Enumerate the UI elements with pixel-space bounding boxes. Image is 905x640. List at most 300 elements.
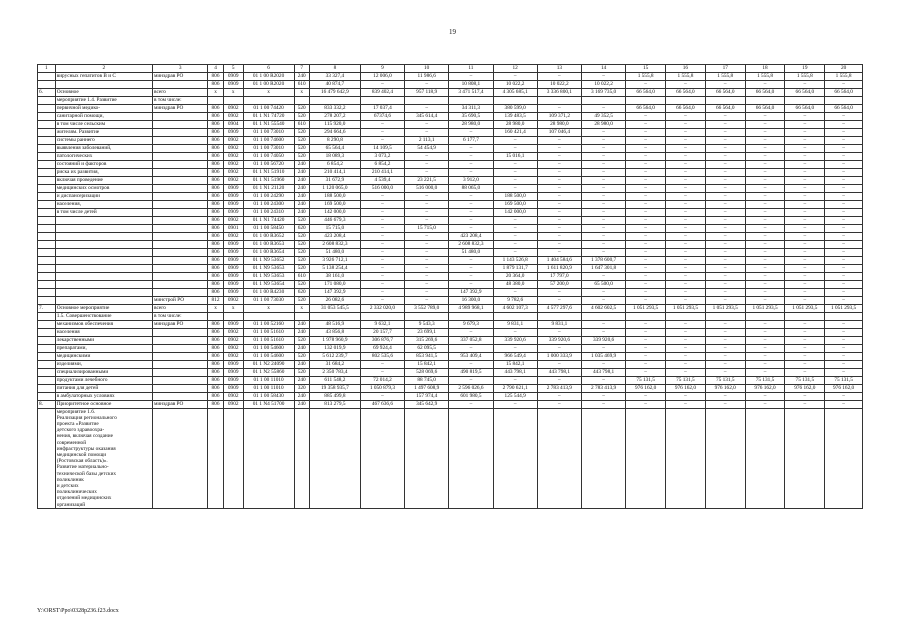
amount-cell: – — [705, 176, 745, 184]
budget-code: 0909 — [223, 248, 243, 256]
amount-cell: – — [405, 256, 449, 264]
empty-cell — [153, 408, 208, 508]
amount-cell: – — [666, 272, 706, 280]
amount-cell: 1 051 293,5 — [666, 304, 706, 312]
amount-cell — [666, 312, 706, 320]
amount-cell: 976 162,0 — [666, 384, 706, 392]
amount-cell: 188 500,0 — [309, 192, 360, 200]
amount-cell: – — [825, 400, 863, 408]
amount-cell: – — [360, 208, 404, 216]
measure-name: выявления заболеваний, — [55, 144, 152, 152]
amount-cell: – — [705, 280, 745, 288]
executor — [153, 264, 208, 272]
budget-code: 01 1 00 R4230 — [243, 288, 294, 296]
measure-name: медицинских осмотров — [55, 184, 152, 192]
amount-cell: – — [825, 200, 863, 208]
amount-cell: – — [582, 288, 626, 296]
amount-cell: – — [785, 328, 825, 336]
table-row — [38, 104, 863, 112]
item-number — [38, 328, 56, 336]
amount-cell: – — [745, 352, 785, 360]
budget-code: 806 — [208, 360, 223, 368]
executor — [153, 160, 208, 168]
executor — [153, 80, 208, 88]
amount-cell: – — [626, 128, 666, 136]
empty-cell — [243, 408, 294, 508]
amount-cell: 33 327,4 — [309, 72, 360, 80]
amount-cell: – — [825, 184, 863, 192]
budget-code: 806 — [208, 144, 223, 152]
description-line: отделений медицинских — [56, 495, 112, 502]
amount-cell: – — [666, 232, 706, 240]
table-row — [38, 336, 863, 344]
amount-cell: – — [582, 296, 626, 304]
amount-cell: – — [626, 200, 666, 208]
amount-cell: – — [626, 320, 666, 328]
amount-cell: – — [705, 400, 745, 408]
amount-cell: – — [537, 208, 581, 216]
budget-code: 620 — [294, 288, 309, 296]
column-number: 3 — [153, 65, 208, 73]
budget-code: 520 — [294, 240, 309, 248]
amount-cell: 171 080,0 — [309, 280, 360, 288]
measure-name — [55, 264, 152, 272]
amount-cell: – — [705, 152, 745, 160]
amount-cell: 15 715,0 — [309, 224, 360, 232]
item-number — [38, 376, 56, 384]
amount-cell: 142 000,0 — [309, 208, 360, 216]
budget-code: 806 — [208, 392, 223, 400]
amount-cell: – — [449, 280, 493, 288]
amount-cell: 34 311,3 — [449, 104, 493, 112]
amount-cell: 66 564,0 — [745, 88, 785, 96]
amount-cell: – — [493, 240, 537, 248]
executor: минздрав РО — [153, 320, 208, 328]
amount-cell: 3 073,2 — [360, 152, 404, 160]
amount-cell: – — [666, 392, 706, 400]
table-row — [38, 312, 863, 320]
empty-cell — [309, 408, 360, 508]
amount-cell: – — [705, 320, 745, 328]
amount-cell: – — [825, 136, 863, 144]
amount-cell: 1 143 526,8 — [493, 256, 537, 264]
budget-code: 520 — [294, 248, 309, 256]
column-number-row — [38, 65, 863, 73]
amount-cell: – — [537, 296, 581, 304]
budget-code: 806 — [208, 72, 223, 80]
amount-cell: – — [449, 72, 493, 80]
table-row — [38, 320, 863, 328]
amount-cell: 169 500,0 — [493, 200, 537, 208]
amount-cell: – — [493, 400, 537, 408]
executor — [153, 200, 208, 208]
amount-cell: – — [745, 248, 785, 256]
description-line: инфраструктуры оказания — [56, 445, 116, 452]
table-row — [38, 208, 863, 216]
budget-code: 806 — [208, 168, 223, 176]
item-number — [38, 256, 56, 264]
executor — [153, 328, 208, 336]
item-number — [38, 104, 56, 112]
amount-cell: 10 022,2 — [582, 80, 626, 88]
budget-code: 01 1 N1 21120 — [243, 184, 294, 192]
amount-cell: – — [825, 232, 863, 240]
amount-cell: – — [745, 320, 785, 328]
budget-code: 806 — [208, 192, 223, 200]
amount-cell: 31 672,9 — [309, 176, 360, 184]
amount-cell: 66 564,0 — [745, 104, 785, 112]
amount-cell: 443 798,1 — [582, 368, 626, 376]
amount-cell: 446 679,3 — [309, 216, 360, 224]
amount-cell: – — [626, 248, 666, 256]
amount-cell: – — [537, 240, 581, 248]
amount-cell: 306 876,7 — [360, 336, 404, 344]
amount-cell: 1 035 469,9 — [582, 352, 626, 360]
amount-cell: – — [825, 256, 863, 264]
amount-cell: 132 019,9 — [309, 344, 360, 352]
amount-cell: 1 051 293,5 — [626, 304, 666, 312]
amount-cell: – — [825, 296, 863, 304]
budget-code: 806 — [208, 344, 223, 352]
amount-cell: – — [626, 176, 666, 184]
item-number — [38, 208, 56, 216]
amount-cell: – — [449, 144, 493, 152]
budget-code: 806 — [208, 272, 223, 280]
measure-name — [55, 224, 152, 232]
executor: всего — [153, 304, 208, 312]
amount-cell: – — [705, 288, 745, 296]
executor — [153, 272, 208, 280]
empty-cell — [208, 408, 223, 508]
amount-cell: 957 118,9 — [405, 88, 449, 96]
amount-cell: – — [626, 288, 666, 296]
amount-cell: – — [785, 184, 825, 192]
amount-cell: – — [449, 208, 493, 216]
item-number — [38, 216, 56, 224]
amount-cell: 5 138 254,4 — [309, 264, 360, 272]
amount-cell: 516 000,0 — [405, 184, 449, 192]
budget-code: 240 — [294, 168, 309, 176]
amount-cell: – — [825, 368, 863, 376]
amount-cell — [493, 312, 537, 320]
amount-cell: – — [745, 392, 785, 400]
amount-cell: 10 022,2 — [493, 80, 537, 88]
amount-cell: – — [666, 160, 706, 168]
column-number: 5 — [223, 65, 243, 73]
amount-cell: – — [405, 248, 449, 256]
budget-code: 01 1 00 24300 — [243, 200, 294, 208]
amount-cell: – — [785, 272, 825, 280]
executor — [153, 152, 208, 160]
amount-cell — [582, 312, 626, 320]
executor — [153, 336, 208, 344]
table-row — [38, 264, 863, 272]
amount-cell — [582, 96, 626, 104]
executor: минстрой РО — [153, 296, 208, 304]
amount-cell: – — [360, 232, 404, 240]
amount-cell: 611 548,2 — [309, 376, 360, 384]
amount-cell: – — [493, 216, 537, 224]
budget-code: 620 — [294, 224, 309, 232]
measure-name — [55, 232, 152, 240]
amount-cell: – — [582, 136, 626, 144]
amount-cell: – — [405, 272, 449, 280]
amount-cell: – — [666, 360, 706, 368]
budget-code: 01 1 00 74420 — [243, 104, 294, 112]
amount-cell: 107 046,4 — [537, 128, 581, 136]
amount-cell: – — [785, 392, 825, 400]
budget-code: 01 1 00 R3653 — [243, 240, 294, 248]
budget-code: 240 — [294, 392, 309, 400]
budget-code — [223, 312, 243, 320]
budget-code: 240 — [294, 176, 309, 184]
table-row — [38, 216, 863, 224]
amount-cell: – — [745, 176, 785, 184]
measure-name: специализированными — [55, 368, 152, 376]
amount-cell: – — [360, 128, 404, 136]
budget-code: 520 — [294, 296, 309, 304]
amount-cell: – — [666, 352, 706, 360]
amount-cell: – — [785, 400, 825, 408]
amount-cell: – — [626, 208, 666, 216]
amount-cell: 15 016,1 — [493, 152, 537, 160]
amount-cell: – — [582, 72, 626, 80]
amount-cell: – — [493, 376, 537, 384]
measure-name: препаратами, — [55, 344, 152, 352]
amount-cell: – — [582, 248, 626, 256]
budget-code: 240 — [294, 192, 309, 200]
item-number — [38, 160, 56, 168]
amount-cell: – — [626, 264, 666, 272]
amount-cell: 65 500,0 — [582, 280, 626, 288]
budget-code: 806 — [208, 240, 223, 248]
amount-cell: 160 421,4 — [493, 128, 537, 136]
amount-cell: 1 378 600,7 — [582, 256, 626, 264]
table-row — [38, 376, 863, 384]
executor — [153, 392, 208, 400]
executor — [153, 280, 208, 288]
empty-cell — [626, 408, 666, 508]
amount-cell: 9 831,1 — [493, 320, 537, 328]
amount-cell: – — [449, 344, 493, 352]
amount-cell: 66 564,0 — [825, 104, 863, 112]
executor: минздрав РО — [153, 104, 208, 112]
budget-code: 01 1 N2 24090 — [243, 360, 294, 368]
amount-cell: – — [705, 328, 745, 336]
amount-cell: 75 131,5 — [626, 376, 666, 384]
budget-code: 520 — [294, 256, 309, 264]
budget-code: 0902 — [223, 152, 243, 160]
amount-cell: – — [582, 144, 626, 152]
amount-cell: – — [493, 232, 537, 240]
amount-cell: 2 608 832,3 — [309, 240, 360, 248]
table-row — [38, 200, 863, 208]
amount-cell: 43 856,8 — [309, 328, 360, 336]
amount-cell: – — [666, 216, 706, 224]
table-row — [38, 112, 863, 120]
amount-cell: – — [825, 160, 863, 168]
amount-cell: 142 000,0 — [493, 208, 537, 216]
budget-code: 520 — [294, 336, 309, 344]
amount-cell: – — [705, 168, 745, 176]
empty-cell — [705, 408, 745, 508]
amount-cell: – — [705, 240, 745, 248]
budget-code: 01 1 N1 74420 — [243, 216, 294, 224]
item-number — [38, 392, 56, 400]
amount-cell: – — [626, 296, 666, 304]
amount-cell: – — [666, 144, 706, 152]
budget-code: 520 — [294, 216, 309, 224]
column-number: 8 — [309, 65, 360, 73]
measure-name: в том числе сельским — [55, 120, 152, 128]
amount-cell — [493, 96, 537, 104]
table-row — [38, 280, 863, 288]
table-row — [38, 392, 863, 400]
item-number — [38, 96, 56, 104]
item-number — [38, 176, 56, 184]
amount-cell: 69 924,4 — [360, 344, 404, 352]
amount-cell: – — [705, 336, 745, 344]
amount-cell: 2 332 020,0 — [360, 304, 404, 312]
description-line: Реализация регионального — [56, 414, 117, 421]
amount-cell: – — [745, 280, 785, 288]
amount-cell: 1 497 608,9 — [405, 384, 449, 392]
amount-cell: 15 842,1 — [405, 360, 449, 368]
table-row — [38, 184, 863, 192]
budget-code: 520 — [294, 264, 309, 272]
amount-cell: – — [705, 264, 745, 272]
amount-cell: – — [360, 240, 404, 248]
amount-cell: – — [537, 72, 581, 80]
column-number: 6 — [243, 65, 294, 73]
amount-cell: – — [537, 376, 581, 384]
amount-cell: 16 300,0 — [449, 296, 493, 304]
amount-cell: 35 690,5 — [449, 112, 493, 120]
amount-cell: – — [582, 320, 626, 328]
column-number: 1 — [38, 65, 56, 73]
amount-cell: 3 912,0 — [449, 176, 493, 184]
budget-code: 806 — [208, 208, 223, 216]
budget-code: 806 — [208, 128, 223, 136]
amount-cell: – — [405, 80, 449, 88]
amount-cell: – — [825, 112, 863, 120]
amount-cell: 1 978 960,9 — [309, 336, 360, 344]
amount-cell: – — [449, 152, 493, 160]
amount-cell: 139 483,5 — [493, 112, 537, 120]
amount-cell: – — [785, 160, 825, 168]
amount-cell: – — [705, 144, 745, 152]
amount-cell: 2 596 026,6 — [449, 384, 493, 392]
measure-name: включая проведение — [55, 176, 152, 184]
amount-cell: – — [493, 328, 537, 336]
budget-code: 240 — [294, 328, 309, 336]
amount-cell: – — [537, 160, 581, 168]
amount-cell: – — [405, 216, 449, 224]
budget-code: 240 — [294, 360, 309, 368]
amount-cell: – — [449, 192, 493, 200]
amount-cell: – — [537, 192, 581, 200]
empty-cell — [449, 408, 493, 508]
budget-code: 0902 — [223, 160, 243, 168]
executor — [153, 360, 208, 368]
budget-code: 0909 — [223, 128, 243, 136]
amount-cell: – — [705, 128, 745, 136]
amount-cell: – — [785, 360, 825, 368]
budget-code: 806 — [208, 184, 223, 192]
amount-cell: 51 480,0 — [309, 248, 360, 256]
amount-cell: – — [666, 288, 706, 296]
empty-cell — [38, 408, 56, 508]
amount-cell: – — [360, 368, 404, 376]
amount-cell: – — [785, 200, 825, 208]
amount-cell: – — [666, 240, 706, 248]
budget-code: 0909 — [223, 288, 243, 296]
amount-cell: – — [825, 344, 863, 352]
amount-cell: 1 647 301,8 — [582, 264, 626, 272]
amount-cell: – — [666, 296, 706, 304]
amount-cell: 75 131,5 — [745, 376, 785, 384]
budget-code: 01 1 00 R3654 — [243, 248, 294, 256]
amount-cell: 339 920,6 — [493, 336, 537, 344]
amount-cell: 839 402,4 — [360, 88, 404, 96]
amount-cell: 9 543,3 — [405, 320, 449, 328]
amount-cell: – — [493, 248, 537, 256]
amount-cell: – — [666, 120, 706, 128]
amount-cell: 2 783 413,9 — [582, 384, 626, 392]
budget-code: 01 1 00 24310 — [243, 208, 294, 216]
description-line: современной — [56, 439, 87, 446]
amount-cell: 10 022,2 — [537, 80, 581, 88]
budget-code: 01 1 00 52160 — [243, 320, 294, 328]
amount-cell — [449, 96, 493, 104]
item-number — [38, 296, 56, 304]
amount-cell — [360, 312, 404, 320]
amount-cell: – — [785, 280, 825, 288]
amount-cell: – — [360, 280, 404, 288]
budget-code: 0909 — [223, 360, 243, 368]
amount-cell: 9 632,1 — [360, 320, 404, 328]
measure-name: лекарственными — [55, 336, 152, 344]
amount-cell: 9 831,1 — [537, 320, 581, 328]
budget-code: 806 — [208, 248, 223, 256]
amount-cell: 38 161,0 — [309, 272, 360, 280]
amount-cell: – — [537, 184, 581, 192]
table-row — [38, 328, 863, 336]
amount-cell: – — [666, 328, 706, 336]
budget-code: 520 — [294, 144, 309, 152]
measure-name: системы раннего — [55, 136, 152, 144]
budget-code: 520 — [294, 232, 309, 240]
amount-cell: – — [785, 120, 825, 128]
amount-cell: 28 980,0 — [582, 120, 626, 128]
amount-cell: 4 539,4 — [360, 176, 404, 184]
amount-cell: – — [666, 112, 706, 120]
description-line: поликлиник — [56, 476, 84, 483]
amount-cell: – — [626, 272, 666, 280]
amount-cell: – — [825, 80, 863, 88]
budget-code: х — [294, 88, 309, 96]
budget-code: х — [223, 304, 243, 312]
amount-cell: – — [582, 160, 626, 168]
amount-cell: 6 854,2 — [360, 160, 404, 168]
amount-cell: 12 006,0 — [360, 72, 404, 80]
executor — [153, 240, 208, 248]
amount-cell — [626, 312, 666, 320]
budget-table — [37, 64, 863, 509]
amount-cell: – — [537, 224, 581, 232]
budget-code: 0902 — [223, 344, 243, 352]
amount-cell: – — [493, 184, 537, 192]
